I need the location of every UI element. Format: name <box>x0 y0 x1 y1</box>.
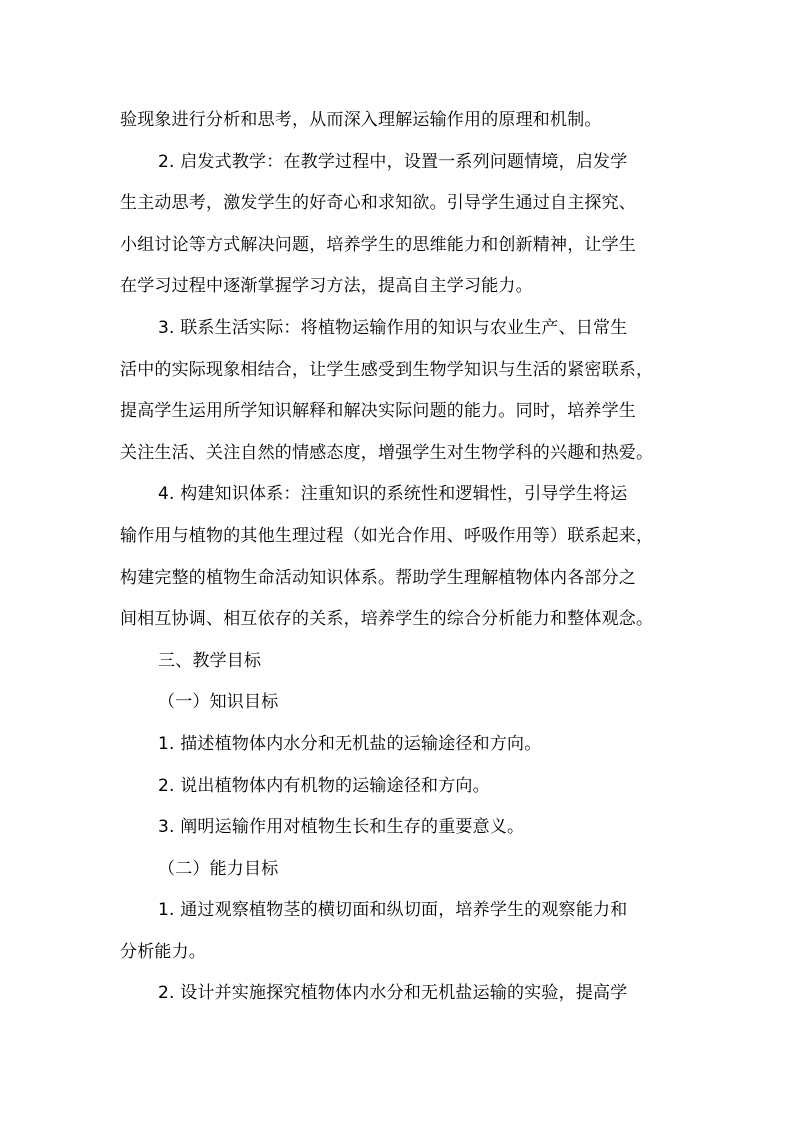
list-item: 3. 阐明运输作用对植物生长和生存的重要意义。 <box>158 817 525 838</box>
subsection-heading: （二）能力目标 <box>158 858 279 879</box>
paragraph-line: 2. 启发式教学：在教学过程中，设置一系列问题情境，启发学 <box>158 151 628 172</box>
paragraph-line: 间相互协调、相互依存的关系，培养学生的综合分析能力和整体观念。 <box>120 609 654 630</box>
paragraph-line: 验现象进行分析和思考，从而深入理解运输作用的原理和机制。 <box>120 110 602 130</box>
paragraph-line: 生主动思考，激发学生的好奇心和求知欲。引导学生通过自主探究、 <box>120 193 636 214</box>
document-body <box>120 100 680 1015</box>
section-heading: 三、教学目标 <box>158 650 262 671</box>
paragraph-line: 关注生活、关注自然的情感态度，增强学生对生物学科的兴趣和热爱。 <box>120 442 654 463</box>
list-item: 2. 说出植物体内有机物的运输途径和方向。 <box>158 775 490 796</box>
paragraph-line: 4. 构建知识体系：注重知识的系统性和逻辑性，引导学生将运 <box>158 484 628 505</box>
paragraph-line: 构建完整的植物生命活动知识体系。帮助学生理解植物体内各部分之 <box>120 567 636 588</box>
list-item: 2. 设计并实施探究植物体内水分和无机盐运输的实验，提高学 <box>158 983 628 1004</box>
list-item-continuation: 分析能力。 <box>120 941 206 962</box>
paragraph-line: 小组讨论等方式解决问题，培养学生的思维能力和创新精神，让学生 <box>120 234 636 255</box>
list-item: 1. 描述植物体内水分和无机盐的运输途径和方向。 <box>158 733 542 754</box>
paragraph-line: 在学习过程中逐渐掌握学习方法，提高自主学习能力。 <box>120 276 533 297</box>
list-item: 1. 通过观察植物茎的横切面和纵切面，培养学生的观察能力和 <box>158 900 628 921</box>
paragraph-line: 提高学生运用所学知识解释和解决实际问题的能力。同时，培养学生 <box>120 401 636 422</box>
subsection-heading: （一）知识目标 <box>158 692 279 713</box>
paragraph-line: 活中的实际现象相结合，让学生感受到生物学知识与生活的紧密联系， <box>120 359 654 380</box>
paragraph-line: 3. 联系生活实际：将植物运输作用的知识与农业生产、日常生 <box>158 317 628 338</box>
paragraph-line: 输作用与植物的其他生理过程（如光合作用、呼吸作用等）联系起来， <box>120 525 654 546</box>
